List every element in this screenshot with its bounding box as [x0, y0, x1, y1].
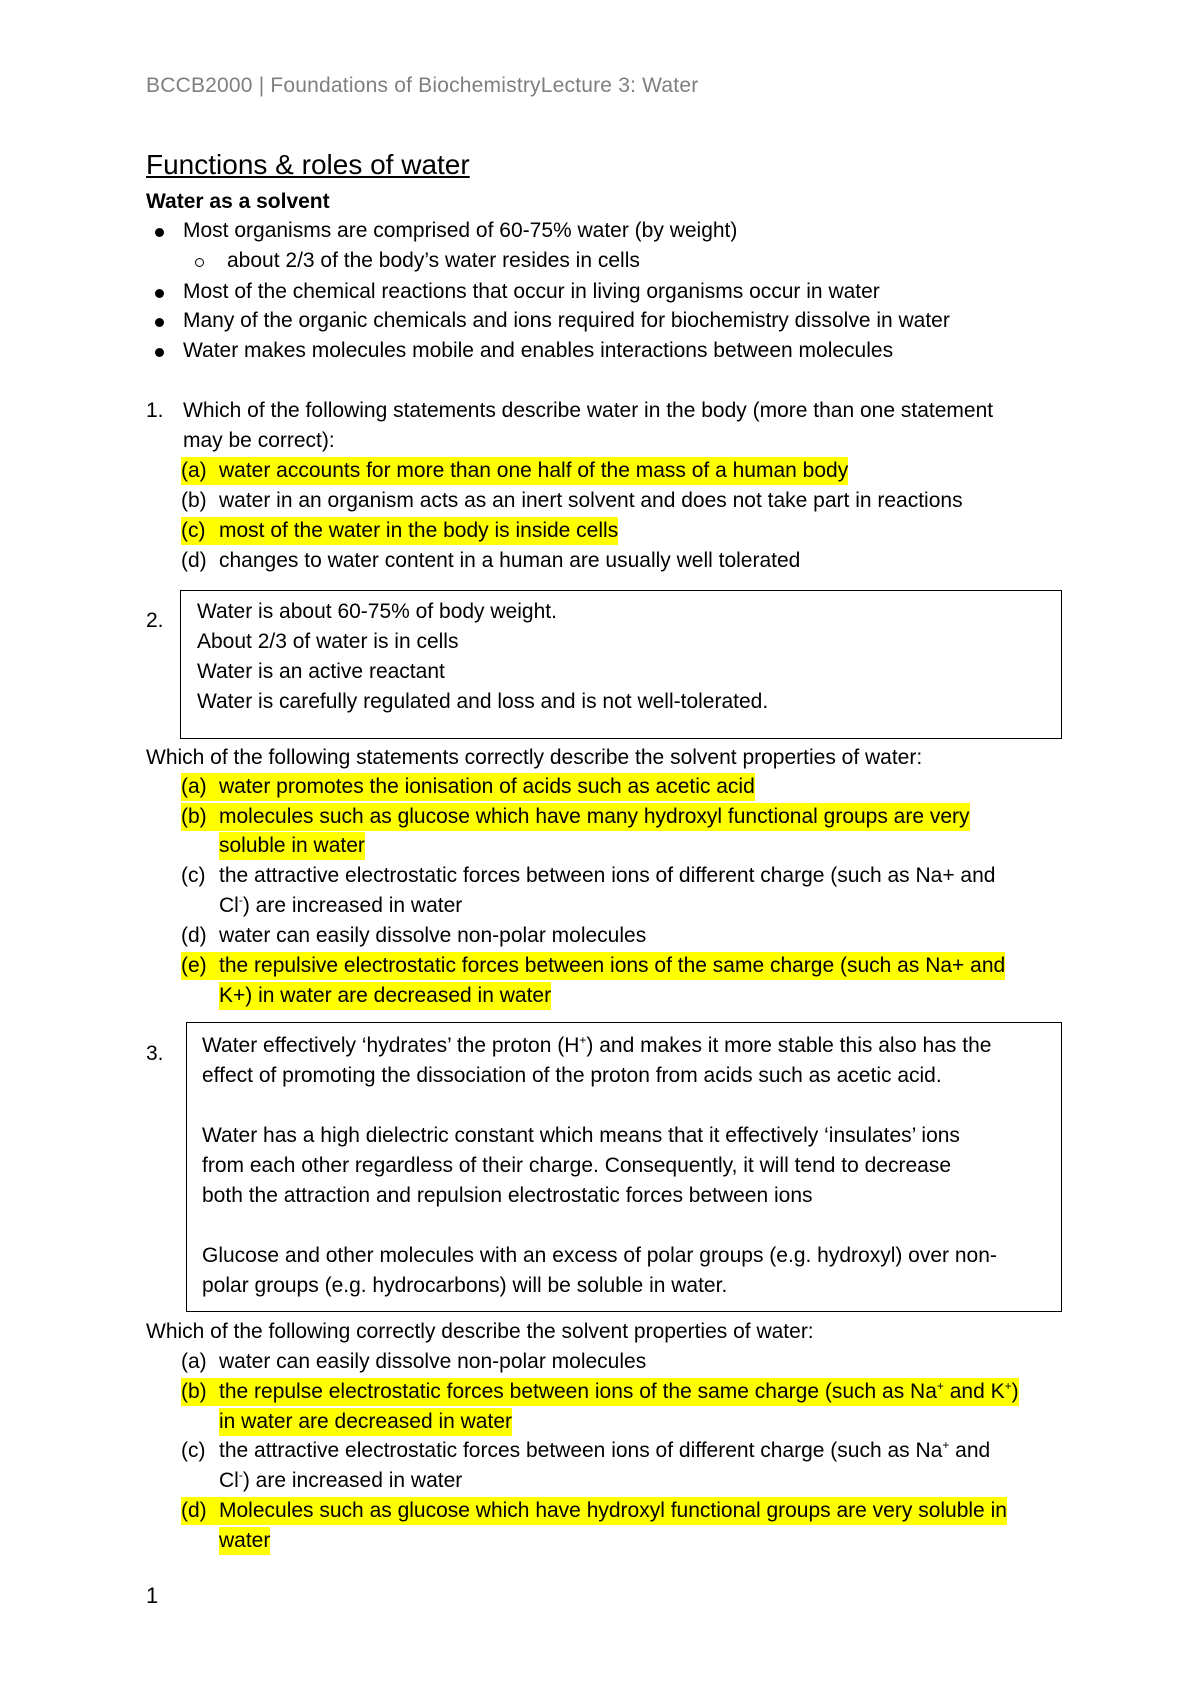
- box-text: effect of promoting the dissociation of the proton from acids such as acetic acid.: [202, 1064, 942, 1087]
- option-letter: (e): [181, 954, 207, 977]
- option-text: the attractive electrostatic forces between ions of different charge (such as Na+ and: [219, 864, 996, 887]
- superscript: -: [238, 893, 243, 907]
- option-letter: (a): [181, 459, 207, 482]
- subsection-title: Water as a solvent: [146, 190, 330, 213]
- sub-bullet-item: about 2/3 of the body’s water resides in cells: [227, 249, 640, 272]
- continuation-text: ) are increased in water: [242, 1469, 463, 1492]
- box-text: [202, 1032, 991, 1060]
- option-text: the repulsive electrostatic forces between ions of the same charge (such as Na+ and: [219, 954, 1006, 977]
- answer-option: [181, 1437, 990, 1465]
- answer-option: [181, 922, 646, 950]
- bullet-dot: [155, 228, 164, 237]
- bullet-dot: [155, 348, 164, 357]
- box-text: Glucose and other molecules with an excess of polar groups (e.g. hydroxyl) over non-: [202, 1244, 997, 1267]
- box-text-part: Water effectively ‘hydrates’ the proton (H: [202, 1034, 580, 1057]
- running-header: BCCB2000 | Foundations of BiochemistryLecture 3: Water: [146, 74, 699, 97]
- question-number: 3.: [146, 1042, 164, 1065]
- option-continuation: [219, 1467, 462, 1495]
- superscript: -: [238, 1468, 243, 1482]
- answer-option-highlighted: [181, 1378, 1019, 1406]
- answer-option-highlighted: [181, 1497, 1007, 1525]
- option-text: water accounts for more than one half of the mass of a human body: [219, 459, 849, 482]
- bullet-dot: [155, 289, 164, 298]
- option-text: and: [949, 1439, 991, 1462]
- question-text: may be correct):: [183, 429, 335, 452]
- answer-option: [181, 862, 995, 890]
- superscript: +: [579, 1033, 587, 1047]
- box-text: from each other regardless of their charge. Consequently, it will tend to decrease: [202, 1154, 952, 1177]
- option-text: water can easily dissolve non-polar molecules: [219, 924, 647, 947]
- continuation-text: Cl: [219, 1469, 239, 1492]
- question-number: 2.: [146, 609, 164, 632]
- page-number: 1: [146, 1583, 159, 1608]
- option-text: the attractive electrostatic forces between ions of different charge (such as Na: [219, 1439, 943, 1462]
- superscript: +: [942, 1438, 950, 1452]
- answer-option: [181, 1348, 646, 1376]
- option-letter: (b): [181, 805, 207, 828]
- option-text: water in an organism acts as an inert solvent and does not take part in reactions: [219, 489, 963, 512]
- answer-option: [181, 487, 963, 515]
- box-text: Water is carefully regulated and loss and is not well-tolerated.: [197, 690, 769, 713]
- option-letter: (c): [181, 519, 206, 542]
- box-text: Water has a high dielectric constant which means that it effectively ‘insulates’ ions: [202, 1124, 960, 1147]
- answer-option-highlighted: [181, 952, 1005, 980]
- continuation-text: Cl: [219, 894, 239, 917]
- answer-option: [181, 547, 800, 575]
- superscript: +: [1004, 1379, 1012, 1393]
- option-text: water can easily dissolve non-polar molecules: [219, 1350, 647, 1373]
- box-text: Water is an active reactant: [197, 660, 445, 683]
- sub-bullet-circle: [195, 258, 204, 267]
- box-text: both the attraction and repulsion electrostatic forces between ions: [202, 1184, 813, 1207]
- option-continuation: [219, 892, 462, 920]
- bullet-item: Water makes molecules mobile and enables interactions between molecules: [183, 339, 894, 362]
- option-continuation: soluble in water: [219, 832, 365, 860]
- option-text: changes to water content in a human are usually well tolerated: [219, 549, 801, 572]
- question-text: Which of the following statements describe water in the body (more than one statement: [183, 399, 994, 422]
- option-text: the repulse electrostatic forces between ions of the same charge (such as Na: [219, 1380, 937, 1403]
- answer-option-highlighted: [181, 517, 618, 545]
- option-letter: (b): [181, 1380, 207, 1403]
- option-text: water promotes the ionisation of acids such as acetic acid: [219, 775, 755, 798]
- option-letter: (c): [181, 864, 206, 887]
- option-continuation: water: [219, 1527, 270, 1555]
- option-text: most of the water in the body is inside cells: [219, 519, 619, 542]
- option-text: molecules such as glucose which have many hydroxyl functional groups are very: [219, 805, 970, 828]
- option-letter: (d): [181, 549, 207, 572]
- answer-option-highlighted: [181, 773, 755, 801]
- box-text: About 2/3 of water is in cells: [197, 630, 459, 653]
- box-text: polar groups (e.g. hydrocarbons) will be soluble in water.: [202, 1274, 728, 1297]
- bullet-item: Most organisms are comprised of 60-75% water (by weight): [183, 219, 738, 242]
- question-text: Which of the following statements correctly describe the solvent properties of water:: [146, 746, 923, 769]
- box-text: Water is about 60-75% of body weight.: [197, 600, 557, 623]
- question-number: 1.: [146, 399, 164, 422]
- answer-option-highlighted: [181, 803, 970, 831]
- answer-option-highlighted: [181, 457, 848, 485]
- superscript: +: [936, 1379, 944, 1393]
- box-text-part: ) and makes it more stable this also has the: [586, 1034, 992, 1057]
- option-text: Molecules such as glucose which have hydroxyl functional groups are very soluble in: [219, 1499, 1007, 1522]
- option-letter: (a): [181, 1350, 207, 1373]
- option-letter: (d): [181, 924, 207, 947]
- bullet-item: Many of the organic chemicals and ions required for biochemistry dissolve in water: [183, 309, 950, 332]
- option-letter: (c): [181, 1439, 206, 1462]
- option-letter: (b): [181, 489, 207, 512]
- option-letter: (a): [181, 775, 207, 798]
- option-text: ): [1011, 1380, 1019, 1403]
- continuation-text: ) are increased in water: [242, 894, 463, 917]
- section-title: Functions & roles of water: [146, 149, 470, 180]
- bullet-dot: [155, 318, 164, 327]
- option-letter: (d): [181, 1499, 207, 1522]
- bullet-item: Most of the chemical reactions that occur in living organisms occur in water: [183, 280, 880, 303]
- option-continuation: in water are decreased in water: [219, 1408, 512, 1436]
- option-continuation: K+) in water are decreased in water: [219, 982, 551, 1010]
- option-text: and K: [943, 1380, 1005, 1403]
- question-text: Which of the following correctly describe the solvent properties of water:: [146, 1320, 814, 1343]
